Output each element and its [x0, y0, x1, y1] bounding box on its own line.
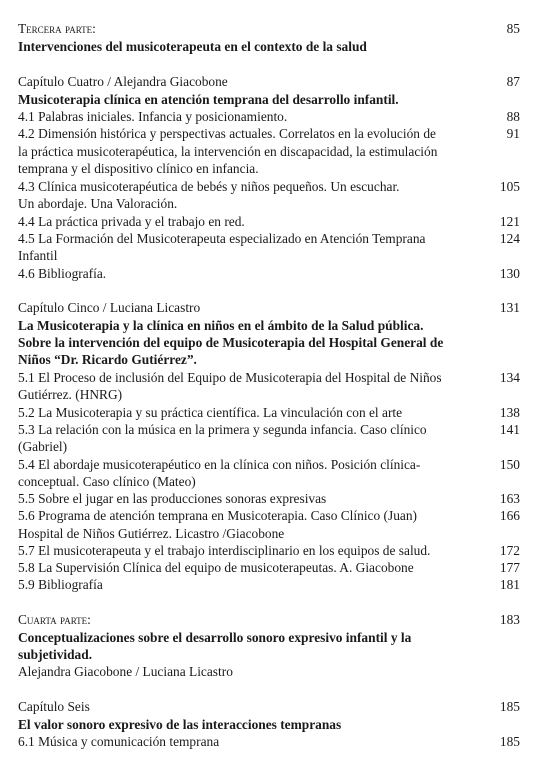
toc-entry-6-1: 6.1 Música y comunicación temprana — [18, 734, 220, 749]
toc-entry-4-5-line1: 4.5 La Formación del Musicoterapeuta especializado en Atención Temprana — [18, 231, 426, 246]
chapter-six-heading: Capítulo Seis — [18, 699, 90, 714]
page-number: 131 — [499, 300, 520, 315]
part-four-title-line1: Conceptualizaciones sobre el desarrollo sonoro expresivo infantil y la — [18, 630, 412, 645]
page-number: 181 — [499, 577, 520, 592]
toc-entry-4-2-line1: 4.2 Dimensión histórica y perspectivas actuales. Correlatos en la evolución de — [18, 126, 436, 141]
part-four-authors: Alejandra Giacobone / Luciana Licastro — [18, 664, 233, 679]
toc-entry-4-2-line3: temprana y el dispositivo clínico en infancia. — [18, 161, 259, 176]
page-number: 91 — [506, 126, 520, 141]
toc-entry-4-6: 4.6 Bibliografía. — [18, 266, 107, 281]
toc-entry-5-6-line1: 5.6 Programa de atención temprana en Musicoterapia. Caso Clínico (Juan) — [18, 508, 417, 523]
toc-entry-5-3-line1: 5.3 La relación con la música en la primera y segunda infancia. Caso clínico — [18, 422, 427, 437]
toc-entry-5-9: 5.9 Bibliografía — [18, 577, 103, 592]
toc-entry-5-2: 5.2 La Musicoterapia y su práctica científica. La vinculación con el arte — [18, 405, 403, 420]
toc-entry-4-2-line2: la práctica musicoterapéutica, la intervención en discapacidad, la estimulación — [18, 144, 438, 159]
page-number: 163 — [499, 491, 520, 506]
chapter-four-heading: Capítulo Cuatro / Alejandra Giacobone — [18, 74, 228, 89]
page-number: 185 — [499, 699, 520, 714]
part-three-title: Intervenciones del musicoterapeuta en el contexto de la salud — [18, 39, 367, 54]
chapter-six-title: El valor sonoro expresivo de las interacciones tempranas — [18, 717, 342, 732]
page-number: 85 — [506, 21, 520, 36]
page-number: 87 — [506, 74, 520, 89]
toc-entry-5-1-line1: 5.1 El Proceso de inclusión del Equipo de Musicoterapia del Hospital de Niños — [18, 370, 442, 385]
toc-entry-4-5-line2: Infantil — [18, 248, 58, 263]
toc-entry-4-1: 4.1 Palabras iniciales. Infancia y posicionamiento. — [18, 109, 288, 124]
page-number: 124 — [499, 231, 520, 246]
page-number: 177 — [499, 560, 520, 575]
toc-entry-5-4-line2: conceptual. Caso clínico (Mateo) — [18, 474, 196, 489]
page-number: 134 — [499, 370, 520, 385]
part-four-label: Cuarta parte: — [18, 612, 91, 627]
toc-entry-5-7: 5.7 El musicoterapeuta y el trabajo interdisciplinario en los equipos de salud. — [18, 543, 431, 558]
toc-entry-4-4: 4.4 La práctica privada y el trabajo en red. — [18, 214, 245, 229]
toc-entry-4-3-line1: 4.3 Clínica musicoterapéutica de bebés y niños pequeños. Un escuchar. — [18, 179, 400, 194]
page-number: 183 — [499, 612, 520, 627]
toc-entry-4-3-line2: Un abordaje. Una Valoración. — [18, 196, 178, 211]
page-number: 150 — [499, 457, 520, 472]
page-number: 166 — [499, 508, 520, 523]
page-number: 88 — [506, 109, 520, 124]
page-number: 185 — [499, 734, 520, 749]
page-number: 121 — [499, 214, 520, 229]
toc-entry-5-1-line2: Gutiérrez. (HNRG) — [18, 387, 123, 402]
page-number: 138 — [499, 405, 520, 420]
chapter-five-heading: Capítulo Cinco / Luciana Licastro — [18, 300, 201, 315]
part-four-title-line2: subjetividad. — [18, 647, 93, 662]
page-number: 141 — [499, 422, 520, 437]
chapter-four-title: Musicoterapia clínica en atención temprana del desarrollo infantil. — [18, 92, 399, 107]
chapter-five-title-line1: La Musicoterapia y la clínica en niños en el ámbito de la Salud pública. — [18, 318, 424, 333]
page-number: 130 — [499, 266, 520, 281]
toc-entry-5-8: 5.8 La Supervisión Clínica del equipo de musicoterapeutas. A. Giacobone — [18, 560, 414, 575]
toc-entry-5-5: 5.5 Sobre el jugar en las producciones sonoras expresivas — [18, 491, 327, 506]
toc-entry-5-4-line1: 5.4 El abordaje musicoterapéutico en la clínica con niños. Posición clínica- — [18, 457, 421, 472]
part-three-label: Tercera parte: — [18, 21, 96, 36]
chapter-five-title-line2: Sobre la intervención del equipo de Musicoterapia del Hospital General de — [18, 335, 444, 350]
toc-entry-5-3-line2: (Gabriel) — [18, 439, 68, 454]
page-number: 105 — [499, 179, 520, 194]
chapter-five-title-line3: Niños “Dr. Ricardo Gutiérrez”. — [18, 352, 197, 367]
page-number: 172 — [499, 543, 520, 558]
toc-entry-5-6-line2: Hospital de Niños Gutiérrez. Licastro /Giacobone — [18, 526, 285, 541]
